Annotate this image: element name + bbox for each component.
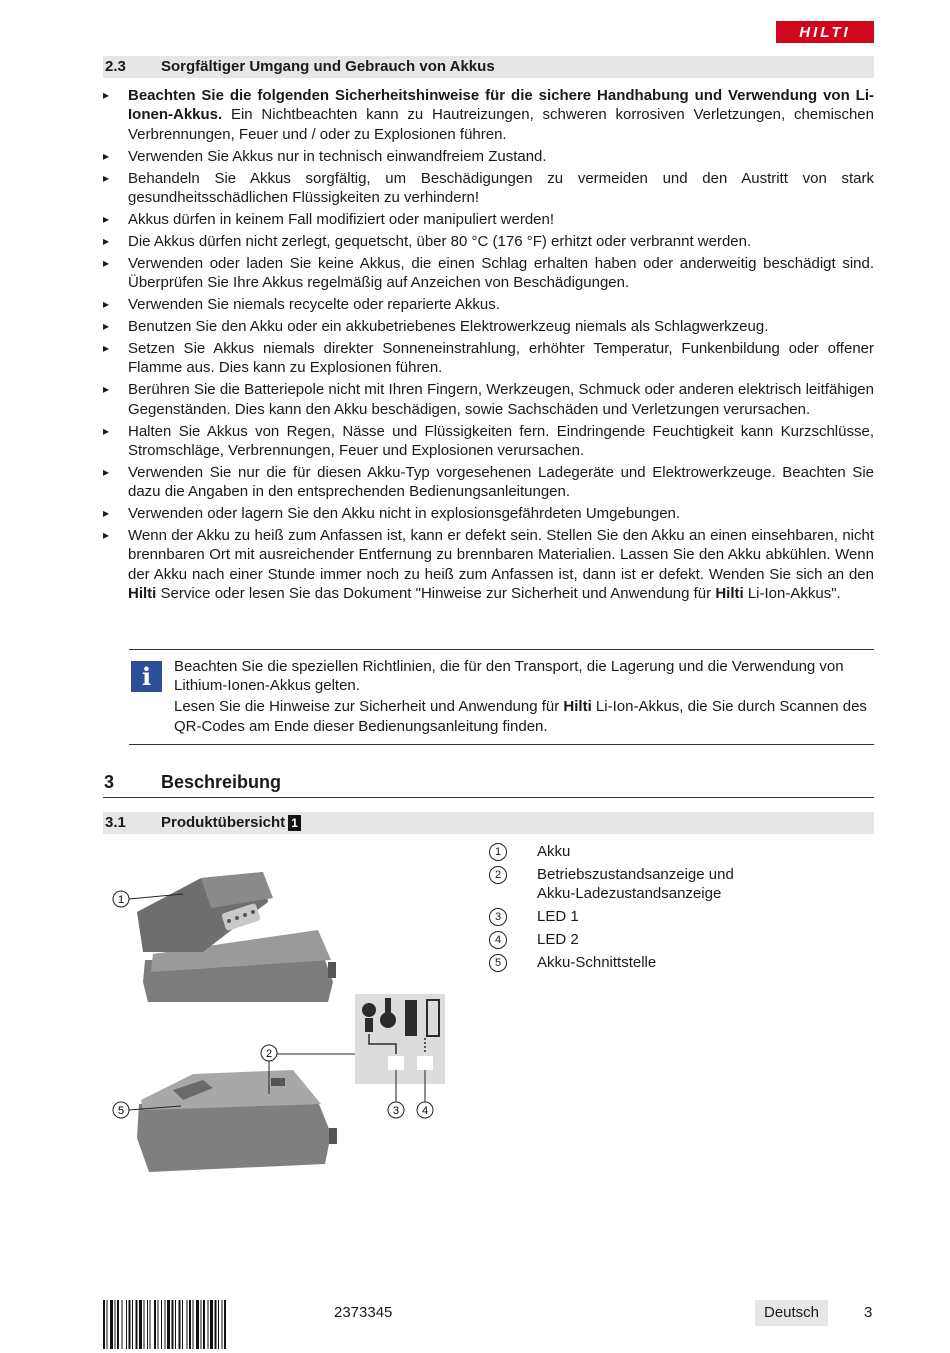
hilti-logo: HILTI — [776, 21, 874, 43]
callout-5: 5 — [117, 1105, 125, 1117]
info-paragraph: Beachten Sie die speziellen Richtlinien, die für den Transport, die Lagerung und die Verwendung von Lithium-Ionen-Akkus gelten. — [174, 658, 844, 695]
section-title: Produktübersicht 1 — [161, 812, 301, 834]
list-item: ▸ Verwenden Sie nur die für diesen Akku-Typ vorgesehenen Ladegeräte und Elektrowerkzeuge. Beachten Sie dazu die Angaben in den entsprechenden Bedienungsanleitungen. — [103, 463, 874, 502]
language-label: Deutsch — [755, 1300, 828, 1326]
list-item: ▸ Verwenden Sie niemals recycelte oder reparierte Akkus. — [103, 295, 874, 314]
section-title: Beschreibung — [161, 772, 282, 792]
list-item: ▸ Berühren Sie die Batteriepole nicht mit Ihren Fingern, Werkzeugen, Schmuck oder anderen elektrisch leitfähigen Gegenständen. Dies kann den Akku beschädigen, sowie Sachschäden und Verletzungen verursachen. — [103, 380, 874, 419]
document-number: 2373345 — [334, 1304, 393, 1321]
page-number: 3 — [864, 1304, 873, 1321]
section-number: 3.1 — [105, 814, 126, 831]
list-item: ▸ Behandeln Sie Akkus sorgfältig, um Beschädigungen zu vermeiden und den Austritt von stark gesundheitsschädlichen Flüssigkeiten zu verhindern! — [103, 169, 874, 208]
callout-2: 2 — [265, 1048, 273, 1060]
info-paragraph: Lesen Sie die Hinweise zur Sicherheit und Anwendung für Hilti Li-Ion-Akkus, die Sie durch Scannen des QR-Codes am Ende dieser Bedienungsanleitung finden. — [174, 698, 867, 735]
list-item: ▸ Akkus dürfen in keinem Fall modifiziert oder manipuliert werden! — [103, 210, 874, 229]
product-overview-figure — [103, 842, 448, 1184]
charger — [137, 1070, 337, 1172]
list-item: ▸ Wenn der Akku zu heiß zum Anfassen ist, kann er defekt sein. Stellen Sie den Akku an einen einsehbaren, nicht brennbaren Ort mit ausreichender Entfernung zu brennbaren Materialien. Lassen Sie den Akku abkühlen. Wenn der Akku nach einer Stunde immer noch zu heiß zum Anfassen ist, dann ist er defekt. Wenden Sie sich an den Hilti Service oder lesen Sie das Dokument "Hinweise zur Sicherheit und Anwendung für Hilti Li-Ion-Akkus". — [103, 526, 874, 604]
legend-item: 4 LED 2 — [489, 930, 767, 950]
charger-with-battery — [137, 872, 336, 1002]
callout-1: 1 — [117, 894, 125, 906]
info-note-text — [174, 657, 874, 738]
list-item: ▸ Die Akkus dürfen nicht zerlegt, gequetscht, über 80 °C (176 °F) erhitzt oder verbrannt werden. — [103, 232, 874, 251]
section-heading-3-1 — [103, 812, 874, 834]
figure-legend — [489, 842, 767, 975]
section-heading-3 — [103, 772, 874, 798]
legend-item: 5 Akku-Schnittstelle — [489, 953, 767, 973]
safety-bullet-list — [103, 86, 874, 606]
list-item: ▸ Beachten Sie die folgenden Sicherheitshinweise für die sichere Handhabung und Verwendung von Li-Ionen-Akkus. Ein Nichtbeachten kann zu Hautreizungen, schweren korrosiven Verletzungen, chemischen Verbrennungen, Feuer und / oder zu Explosionen führen. — [103, 86, 874, 144]
callout-4: 4 — [421, 1105, 429, 1117]
list-item: ▸ Verwenden oder lagern Sie den Akku nicht in explosionsgefährdeten Umgebungen. — [103, 504, 874, 523]
section-number: 3 — [104, 772, 115, 792]
section-title: Sorgfältiger Umgang und Gebrauch von Akkus — [161, 58, 495, 75]
indicator-detail-panel — [355, 994, 445, 1084]
legend-item: 3 LED 1 — [489, 907, 767, 927]
section-heading-2-3 — [103, 56, 874, 78]
barcode — [103, 1300, 316, 1349]
info-icon: i — [131, 661, 162, 692]
info-note-box — [129, 649, 874, 745]
callout-3: 3 — [392, 1105, 400, 1117]
legend-item: 1 Akku — [489, 842, 767, 862]
list-item: ▸ Halten Sie Akkus von Regen, Nässe und Flüssigkeiten fern. Eindringende Feuchtigkeit kann Kurzschlüsse, Stromschläge, Verbrennungen, Feuer und Explosionen verursachen. — [103, 422, 874, 461]
list-item: ▸ Benutzen Sie den Akku oder ein akkubetriebenes Elektrowerkzeug niemals als Schlagwerkzeug. — [103, 317, 874, 336]
figure-reference-badge: 1 — [288, 815, 301, 831]
section-number: 2.3 — [105, 58, 126, 75]
list-item: ▸ Verwenden Sie Akkus nur in technisch einwandfreiem Zustand. — [103, 147, 874, 166]
list-item: ▸ Setzen Sie Akkus niemals direkter Sonneneinstrahlung, erhöhter Temperatur, Funkenbildung oder offener Flamme aus. Dies kann zu Explosionen führen. — [103, 339, 874, 378]
list-item: ▸ Verwenden oder laden Sie keine Akkus, die einen Schlag erhalten haben oder anderweitig beschädigt sind. Überprüfen Sie Ihre Akkus regelmäßig auf Anzeichen von Beschädigungen. — [103, 254, 874, 293]
legend-item: 2 Betriebszustandsanzeige und Akku-Ladezustandsanzeige — [489, 865, 767, 904]
